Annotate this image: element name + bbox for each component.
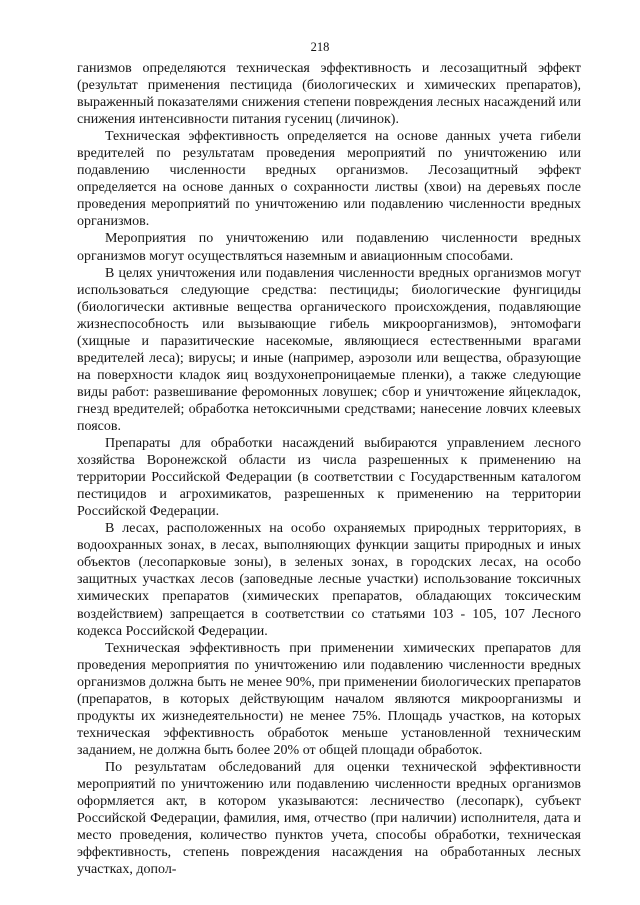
paragraph-protected-areas: В лесах, расположенных на особо охраняемых природных территориях, в водоохранных зонах, в лесах, выполняющих функции защиты природных и иных объектов (лесопарковые зоны), в зеленых зонах, в городских лесах, на особо защитных участках лесов (заповедные лесные участки) использование токсичных химических препаратов (химических препаратов, обладающих токсическим воздействием) запрещается в соответствии со статьями 103 - 105, 107 Лесного кодекса Российской Федерации. <box>77 521 581 639</box>
paragraph-inspection-act: По результатам обследований для оценки технической эффективности мероприятий по уничтожению или подавлению численности вредных организмов оформляется акт, в котором указываются: лесничество (лесопарк), субъект Российской Федерации, фамилия, имя, отчество (при наличии) исполнителя, дата и место проведения, количество пунктов учета, способы обработки, техническая эффективность, степень повреждения насаждения на обработанных лесных участках, допол- <box>77 759 581 878</box>
paragraph-technical-efficiency: Техническая эффективность определяется на основе данных учета гибели вредителей по результатам проведения мероприятий по уничтожению или подавлению численности вредных организмов. Лесозащитный эффект определяется на основе данных о сохранности листвы (хвои) на деревьях после проведения мероприятий по уничтожению или подавлению численности вредных организмов. <box>77 129 581 230</box>
paragraph-methods: Мероприятия по уничтожению или подавлению численности вредных организмов могут осуществляться наземным и авиационным способами. <box>77 231 581 264</box>
paragraph-efficiency-requirements: Техническая эффективность при применении химических препаратов для проведения мероприятия по уничтожению или подавлению численности вредных организмов должна быть не менее 90%, при применении биологических препаратов (препаратов, в которых действующим началом являются микроорганизмы и продукты их жизнедеятельности) не менее 75%. Площадь участков, на которых техническая эффективность обработок меньше установленной техническим заданием, не должна быть более 20% от общей площади обработок. <box>77 640 581 758</box>
page-number: 218 <box>310 40 330 54</box>
paragraph-continuation: ганизмов определяются техническая эффективность и лесозащитный эффект (результат применения пестицида (биологических и химических препаратов), выраженный показателями снижения степени повреждения лесных насаждений или снижения интенсивности питания гусениц (личинок). <box>77 61 581 128</box>
paragraph-preparations: Препараты для обработки насаждений выбираются управлением лесного хозяйства Воронежской области из числа разрешенных к применению на территории Российской Федерации (в соответствии с Государственным каталогом пестицидов и агрохимикатов, разрешенных к применению на территории Российской Федерации. <box>77 436 581 520</box>
document-body <box>77 60 581 878</box>
paragraph-means: В целях уничтожения или подавления численности вредных организмов могут использоваться следующие средства: пестициды; биологические фунгициды (биологически активные вещества органического происхождения, подавляющие жизнеспособность или вызывающие гибель микроорганизмов), энтомофаги (хищные и паразитические насекомые, являющиеся естественными врагами вредителей леса); вирусы; и иные (например, аэрозоли или вещества, образующие на поверхности кладок яиц воздухонепроницаемые пленки), а также следующие виды работ: развешивание феромонных ловушек; сбор и уничтожение яйцекладок, гнезд вредителей; обработка нетоксичными средствами; нанесение ловчих клеевых поясов. <box>77 265 581 434</box>
